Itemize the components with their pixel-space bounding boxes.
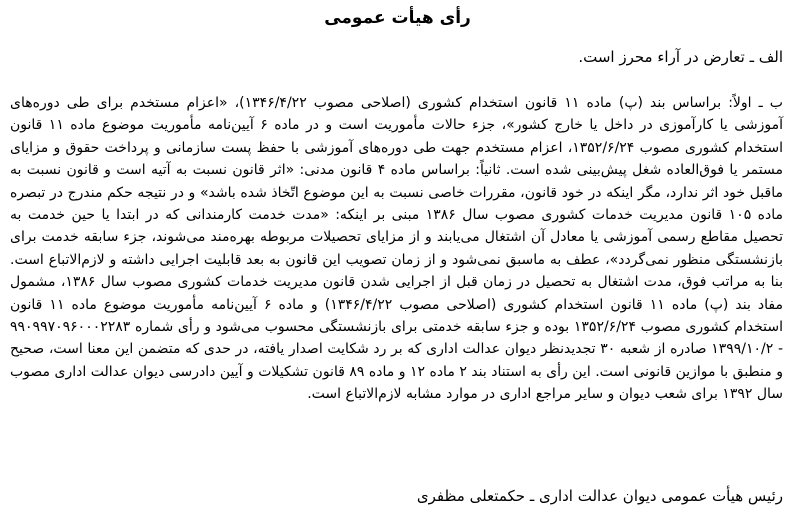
section-a-paragraph: الف ـ تعارض در آراء محرز است.	[578, 48, 783, 66]
section-b-paragraph: ب ـ اولاً: براساس بند (پ) ماده ۱۱ قانون استخدام کشوری (اصلاحی مصوب ۱۳۴۶/۴/۲۲)، «اعزام مستخدم برای طی دوره‌های آموزشی یا کارآموزی در داخل یا خارج کشور»، جزء حالات مأموریت است و در ماده ۶ آیین‌نامه مأموریت موضوع ماده ۱۱ قانون استخدام کشوری مصوب ۱۳۵۲/۶/۲۴، اعزام مستخدم جهت طی دوره‌های آموزشی با حفظ پست سازمانی و پرداخت حقوق و مزایای مستمر یا فوق‌العاده شغل پیش‌بینی شده است. ثانیاً: براساس ماده ۴ قانون مدنی: «اثر قانون نسبت به آتیه است و قانون نسبت به ماقبل خود اثر ندارد، مگر اینکه در خود قانون، مقررات خاصی نسبت به این موضوع اتّخاذ شده باشد» و در نتیجه حکم مندرج در تبصره ماده ۱۰۵ قانون مدیریت خدمات کشوری مصوب سال ۱۳۸۶ مبنی بر اینکه: «مدت خدمت کارمندانی که در ابتدا یا حین خدمت به تحصیل مقاطع رسمی آموزشی یا معادل آن اشتغال می‌یابند و از مزایای تحصیلات مربوطه بهره‌مند می‌شوند، جزء سابقه خدمت برای بازنشستگی منظور نمی‌گردد»، عطف به ماسبق نمی‌شود و از زمان تصویب این قانون به بعد قابلیت اجرایی داشته و لازم‌الاتباع است. بنا به مراتب فوق، مدت اشتغال به تحصیل در زمان قبل از اجرایی شدن قانون مدیریت خدمات کشوری مصوب سال ۱۳۸۶، مشمول مفاد بند (پ) ماده ۱۱ قانون استخدام کشوری (اصلاحی مصوب ۱۳۴۶/۴/۲۲) و ماده ۶ آیین‌نامه مأموریت موضوع ماده ۱۱ قانون استخدام کشوری مصوب ۱۳۵۲/۶/۲۴ بوده و جزء سابقه خدمتی برای بازنشستگی محسوب می‌شود و رأی شماره ۹۹۰۹۹۷۰۹۶۰۰۰۲۲۸۳ - ۱۳۹۹/۱۰/۲ صادره از شعبه ۳۰ تجدیدنظر دیوان عدالت اداری که بر رد شکایت اصدار یافته، در حدی که متضمن این معنا است، صحیح و منطبق با موازین قانونی است. این رأی به استناد بند ۲ ماده ۱۲ و ماده ۸۹ قانون تشکیلات و آیین دادرسی دیوان عدالت اداری مصوب سال ۱۳۹۲ برای شعب دیوان و سایر مراجع اداری در موارد مشابه لازم‌الاتباع است.	[10, 95, 784, 403]
document-title: رأی هیأت عمومی	[324, 8, 471, 28]
signature-line: رئیس هیأت عمومی دیوان عدالت اداری ـ حکمتعلی مظفری	[416, 487, 783, 505]
